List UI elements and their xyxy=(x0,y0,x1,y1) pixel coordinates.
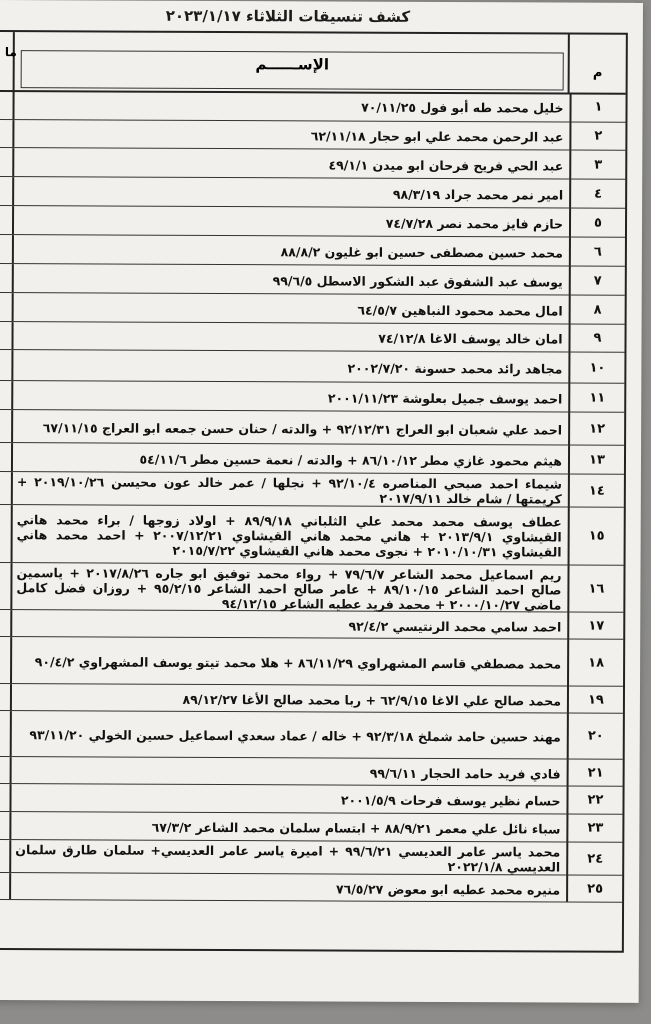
row-name-text: عطاف يوسف محمد محمد علي الثلباني ٨٩/٩/١٨ + اولاد زوجها / براء محمد هاني القيشاوي ٢٠١٣/٩/١ + هاني محمد هاني القيشاوي ٢٠٠٧/١٢/٢١ + احمد محمد هاني القيشاوي ٢٠١٠/١٠/٣١ + نجوى محمد هاني القيشاوي ٢٠١٥/٧/٢٢ xyxy=(16,512,562,560)
table-body xyxy=(0,90,626,903)
row-name-cell xyxy=(11,505,568,564)
row-name-cell xyxy=(9,873,566,901)
row-name-text: حازم فايز محمد نصر ٧٤/٧/٢٨ xyxy=(385,215,564,232)
row-extra-cell xyxy=(0,235,16,263)
row-name-text: امال محمد محمود النباهين ٦٤/٥/٧ xyxy=(357,302,563,319)
row-number: ١٧ xyxy=(567,613,623,639)
table-row xyxy=(0,206,625,238)
row-name-text: احمد علي شعبان ابو العراج ٩٢/١٢/٣١ + والدته / حنان حسن جمعه ابو العراج ٦٧/١١/١٥ xyxy=(42,419,563,438)
table-row xyxy=(0,148,625,180)
row-name-text: امان خالد يوسف الاغا ٧٤/١٢/٨ xyxy=(378,330,563,347)
row-name-cell xyxy=(12,264,569,294)
row-number: ١٩ xyxy=(567,687,623,713)
row-extra-cell xyxy=(0,177,16,205)
table-row xyxy=(0,610,623,640)
row-name-text: مجاهد رائد محمد حسونة ٢٠٠٢/٧/٢٠ xyxy=(347,360,563,377)
row-name-cell xyxy=(10,757,567,785)
row-name-text: حسام نظير يوسف فرحات ٢٠٠١/٥/٩ xyxy=(340,792,561,809)
row-extra-cell xyxy=(0,206,16,234)
table-row xyxy=(0,264,625,296)
row-extra-cell xyxy=(0,684,14,710)
row-name-cell xyxy=(12,148,569,178)
row-number: ١١ xyxy=(568,384,624,412)
row-extra-cell xyxy=(0,840,13,872)
row-number: ٢٠ xyxy=(567,714,623,759)
table-row xyxy=(0,840,622,876)
row-extra-cell xyxy=(0,148,16,176)
table-row xyxy=(0,684,623,714)
row-number: ١٥ xyxy=(568,508,624,565)
row-number: ٢ xyxy=(569,123,625,150)
row-extra-cell xyxy=(0,120,16,147)
row-name-cell xyxy=(9,840,566,874)
table-row xyxy=(0,563,624,613)
table-row xyxy=(0,177,625,209)
table-row xyxy=(0,293,625,325)
row-number: ٦ xyxy=(569,238,625,266)
row-extra-cell xyxy=(0,90,17,119)
row-name-cell xyxy=(12,177,569,207)
row-number: ٢١ xyxy=(567,760,623,786)
row-name-cell xyxy=(11,443,568,473)
row-extra-cell xyxy=(0,443,15,471)
row-name-cell xyxy=(11,472,568,506)
table-row xyxy=(0,410,624,446)
row-name-cell xyxy=(10,610,567,638)
row-name-cell xyxy=(11,322,568,351)
table-row xyxy=(0,381,624,413)
row-name-cell xyxy=(10,711,567,758)
row-number: ٨ xyxy=(569,296,625,324)
table-row xyxy=(0,443,624,475)
row-name-cell xyxy=(10,563,567,611)
row-extra-cell xyxy=(0,637,14,683)
table-row xyxy=(0,350,624,384)
row-extra-cell xyxy=(0,873,13,899)
row-extra-cell xyxy=(0,757,14,783)
table-row xyxy=(0,90,626,123)
row-extra-cell xyxy=(0,812,13,839)
row-name-text: شيماء احمد صبحي المناصره ٩٢/١٠/٤ + نجلها / عمر خالد عون محيسن ٢٠١٩/١٠/٢٦ + كريمتها / شام خالد ٢٠١٧/٩/١١ xyxy=(16,474,562,507)
row-name-cell xyxy=(9,784,566,813)
row-number: ٩ xyxy=(568,325,624,352)
row-extra-cell xyxy=(0,711,14,756)
row-name-cell xyxy=(10,637,567,685)
row-number: ٢٣ xyxy=(566,815,622,842)
table-row xyxy=(0,235,625,267)
table-row xyxy=(0,472,624,508)
row-name-text: احمد سامي محمد الرنتيسي ٩٢/٤/٢ xyxy=(348,618,562,635)
table-row xyxy=(0,757,623,787)
row-extra-cell xyxy=(0,505,15,562)
row-number: ٤ xyxy=(569,180,625,208)
row-extra-cell xyxy=(0,322,16,349)
row-name-cell xyxy=(9,812,566,841)
row-number: ١٣ xyxy=(568,446,624,474)
table-row xyxy=(0,322,625,353)
table-row xyxy=(0,120,625,151)
header-name xyxy=(13,32,570,92)
row-extra-cell xyxy=(0,610,14,636)
table-row xyxy=(0,812,622,843)
header-extra: ما xyxy=(4,45,17,60)
row-name-text: خليل محمد طه أبو فول ٧٠/١١/٢٥ xyxy=(361,99,564,116)
row-name-text: هيثم محمود غازي مطر ٨٦/١٠/١٢ + والدته / نعمة حسين مطر ٥٤/١١/٦ xyxy=(139,451,563,469)
page-title: كشف تنسيقات الثلاثاء ٢٠٢٣/١/١٧ xyxy=(165,6,411,26)
row-name-cell xyxy=(11,350,568,382)
names-table xyxy=(0,30,628,953)
row-number: ١٠ xyxy=(568,353,624,383)
row-number: ٣ xyxy=(569,151,625,179)
row-name-text: محمد ياسر عامر العديسي ٩٩/٦/٢١ + اميرة ياسر عامر العديسي+ سلمان طارق سلمان العديسي ٢٠٢٢/١/٨ xyxy=(15,842,561,875)
header-name-label: الإســــــم xyxy=(255,55,330,74)
row-extra-cell xyxy=(0,410,15,442)
row-number: ١ xyxy=(569,93,625,122)
row-extra-cell xyxy=(0,563,15,609)
row-name-cell xyxy=(12,293,569,323)
table-row xyxy=(0,711,623,760)
row-name-text: مهند حسين حامد شملخ ٩٢/٣/١٨ + خاله / عماد سعدي اسماعيل حسين الخولي ٩٣/١١/٢٠ xyxy=(29,727,561,745)
row-extra-cell xyxy=(0,293,16,321)
row-extra-cell xyxy=(0,350,15,380)
table-row xyxy=(0,637,623,687)
row-extra-cell xyxy=(0,472,15,504)
row-name-text: عبد الحي فريح فرحان ابو ميدن ٤٩/١/١ xyxy=(328,156,564,174)
row-name-text: منيره محمد عطيه ابو معوض ٧٦/٥/٢٧ xyxy=(335,881,561,898)
row-name-text: يوسف عبد الشفوق عبد الشكور الاسطل ٩٩/٦/٥ xyxy=(272,272,563,290)
table-header xyxy=(0,32,626,95)
row-name-cell xyxy=(12,90,569,121)
row-name-cell xyxy=(11,410,568,444)
row-name-text: عبد الرحمن محمد علي ابو حجار ٦٢/١١/١٨ xyxy=(310,128,564,145)
row-name-text: ريم اسماعيل محمد الشاعر ٧٩/٦/٧ + رواء محمد توفيق ابو جاره ٢٠١٧/٨/٢٦ + ياسمين صالح احمد الشاعر ٨٩/١٠/١٥ + عامر صالح احمد الشاعر ٩٥/٢/١٥ + روزان فضل كامل ماضي ٢٠٠٠/١٠/٢٧ + محمد فريد عطيه الشاعر ٩٤/١٢/١٥ xyxy=(16,564,562,613)
header-number: م xyxy=(568,35,626,93)
row-number: ١٤ xyxy=(568,475,624,507)
row-number: ٧ xyxy=(569,267,625,295)
row-number: ١٨ xyxy=(567,640,623,686)
row-name-cell xyxy=(10,684,567,712)
table-row xyxy=(0,505,624,566)
row-name-text: محمد حسين مصطفى حسين ابو غليون ٨٨/٨/٢ xyxy=(280,243,563,261)
row-number: ٢٤ xyxy=(566,843,622,875)
table-row xyxy=(0,784,623,815)
row-name-cell xyxy=(12,120,569,149)
row-name-text: محمد مصطفي قاسم المشهراوي ٨٦/١١/٢٩ + هلا محمد تيتو يوسف المشهراوي ٩٠/٤/٢ xyxy=(34,653,562,672)
row-name-text: فادي فريد حامد الحجار ٩٩/٦/١١ xyxy=(369,765,561,782)
row-name-cell xyxy=(11,381,568,411)
table-row xyxy=(0,873,622,903)
row-number: ١٢ xyxy=(568,413,624,445)
row-name-text: محمد صالح علي الاغا ٦٢/٩/١٥ + ربا محمد صالح الأغا ٨٩/١٢/٢٧ xyxy=(182,691,561,709)
row-name-text: احمد يوسف جميل بعلوشة ٢٠٠١/١١/٢٣ xyxy=(327,389,563,407)
row-name-cell xyxy=(12,206,569,236)
row-number: ١٦ xyxy=(567,566,623,612)
row-extra-cell xyxy=(0,381,15,409)
row-extra-cell xyxy=(0,784,14,811)
row-extra-cell xyxy=(0,264,16,292)
row-number: ٢٥ xyxy=(566,876,622,902)
row-name-text: سباء نائل علي معمر ٨٨/٩/٢١ + ابتسام سلمان محمد الشاعر ٦٧/٣/٢ xyxy=(151,819,561,837)
row-number: ٥ xyxy=(569,209,625,237)
row-name-text: امير نمر محمد جراد ٩٨/٣/١٩ xyxy=(392,186,564,203)
row-number: ٢٢ xyxy=(566,787,622,814)
row-name-cell xyxy=(12,235,569,265)
